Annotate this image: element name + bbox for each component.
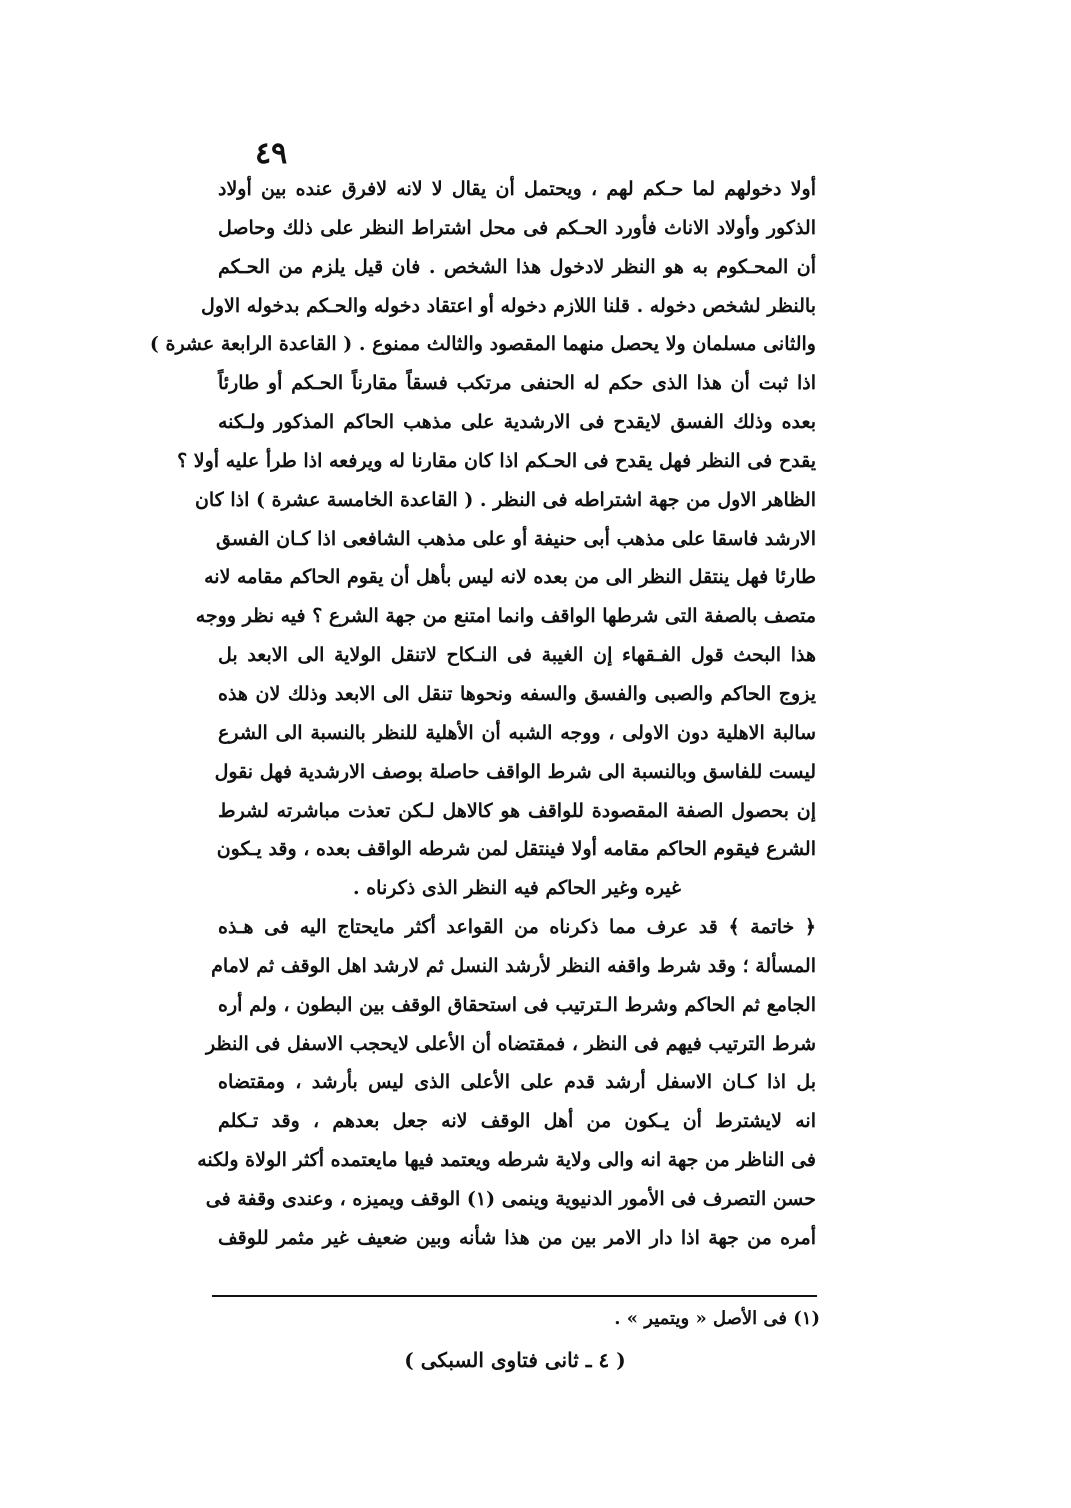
text-line: يقدح فى النظر فهل يقدح فى الحـكم اذا كان مقارنا له ويرفعه اذا طرأ عليه أولا ؟ — [177, 449, 816, 472]
text-line: أولا دخولهم لما حـكم لهم ، ويحتمل أن يقال لا لانه لافرق عنده بين أولاد — [218, 178, 816, 200]
volume-signature: ( ٤ ـ ثانى فتاوى السبكى ) — [404, 1348, 626, 1372]
body-text — [149, 170, 816, 1258]
text-line: المسألة ؛ وقد شرط واقفه النظر لأرشد النسل ثم لارشد اهل الوقف ثم لامام — [211, 954, 816, 977]
footnote: (١) فى الأصل « ويتمير » . — [614, 1308, 820, 1329]
page-number: ٤٩ — [255, 136, 288, 171]
text-line: شرط الترتيب فيهم فى النظر ، فمقتضاه أن الأعلى لايحجب الاسفل فى النظر — [205, 1032, 816, 1055]
text-line: ليست للفاسق وبالنسبة الى شرط الواقف حاصلة بوصف الارشدية فهل نقول — [214, 760, 816, 783]
text-line: متصف بالصفة التى شرطها الواقف وانما امتنع من جهة الشرع ؟ فيه نظر ووجه — [195, 605, 816, 628]
footnote-divider — [212, 1295, 817, 1297]
text-line: ﴿ خاتمة ﴾ قد عرف مما ذكرناه من القواعد أكثر مايحتاج اليه فى هـذه — [218, 916, 816, 939]
text-line: سالبة الاهلية دون الاولى ، ووجه الشبه أن الأهلية للنظر بالنسبة الى الشرع — [218, 721, 816, 744]
text-line: أمره من جهة اذا دار الامر بين من هذا شأنه وبين ضعيف غير مثمر للوقف — [218, 1226, 816, 1249]
text-line: والثانى مسلمان ولا يحصل منهما المقصود والثالث ممنوع . ( القاعدة الرابعة عشرة ) — [149, 333, 816, 356]
text-line: هذا البحث قول الفـقهاء إن الغيبة فى النـكاح لاتنقل الولاية الى الابعد بل — [218, 644, 816, 667]
text-line: الارشد فاسقا على مذهب أبى حنيفة أو على مذهب الشافعى اذا كـان الفسق — [216, 527, 816, 550]
text-line: طارئا فهل ينتقل النظر الى من بعده لانه ليس بأهل أن يقوم الحاكم مقامه لانه — [204, 566, 816, 589]
text-line: إن بحصول الصفة المقصودة للواقف هو كالاهل لـكن تعذت مباشرته لشرط — [218, 799, 816, 822]
text-line: يزوج الحاكم والصبى والفسق والسفه ونحوها تنقل الى الابعد وذلك لان هذه — [218, 682, 816, 705]
text-line: حسن التصرف فى الأمور الدنيوية وينمى (١) الوقف ويميزه ، وعندى وقفة فى — [205, 1187, 816, 1210]
text-line: بل اذا كـان الاسفل أرشد قدم على الأعلى الذى ليس بأرشد ، ومقتضاه — [218, 1071, 816, 1094]
text-line: الجامع ثم الحاكم وشرط الـترتيب فى استحقاق الوقف بين البطون ، ولم أره — [218, 993, 816, 1016]
text-line: بعده وذلك الفسق لايقدح فى الارشدية على مذهب الحاكم المذكور ولـكنه — [218, 411, 816, 434]
text-line: بالنظر لشخص دخوله . قلنا اللازم دخوله أو اعتقاد دخوله والحـكم بدخوله الاول — [201, 294, 816, 317]
text-line: أن المحـكوم به هو النظر لادخول هذا الشخص . فان قيل يلزم من الحـكم — [218, 255, 816, 278]
text-line: فى الناظر من جهة انه والى ولاية شرطه ويعتمد فيها مايعتمده أكثر الولاة ولكنه — [197, 1149, 816, 1172]
text-line: الشرع فيقوم الحاكم مقامه أولا فينتقل لمن شرطه الواقف بعده ، وقد يـكون — [216, 838, 816, 861]
text-line: الظاهر الاول من جهة اشتراطه فى النظر . ( القاعدة الخامسة عشرة ) اذا كان — [194, 488, 816, 511]
text-line: انه لايشترط أن يـكون من أهل الوقف لانه جعل بعدهم ، وقد تـكلم — [218, 1110, 816, 1133]
text-line: اذا ثبت أن هذا الذى حكم له الحنفى مرتكب فسقاً مقارناً الحـكم أو طارئاً — [218, 372, 816, 395]
text-line: الذكور وأولاد الاناث فأورد الحـكم فى محل اشتراط النظر على ذلك وحاصل — [218, 216, 816, 239]
text-line: غيره وغير الحاكم فيه النظر الذى ذكرناه . — [353, 877, 681, 900]
